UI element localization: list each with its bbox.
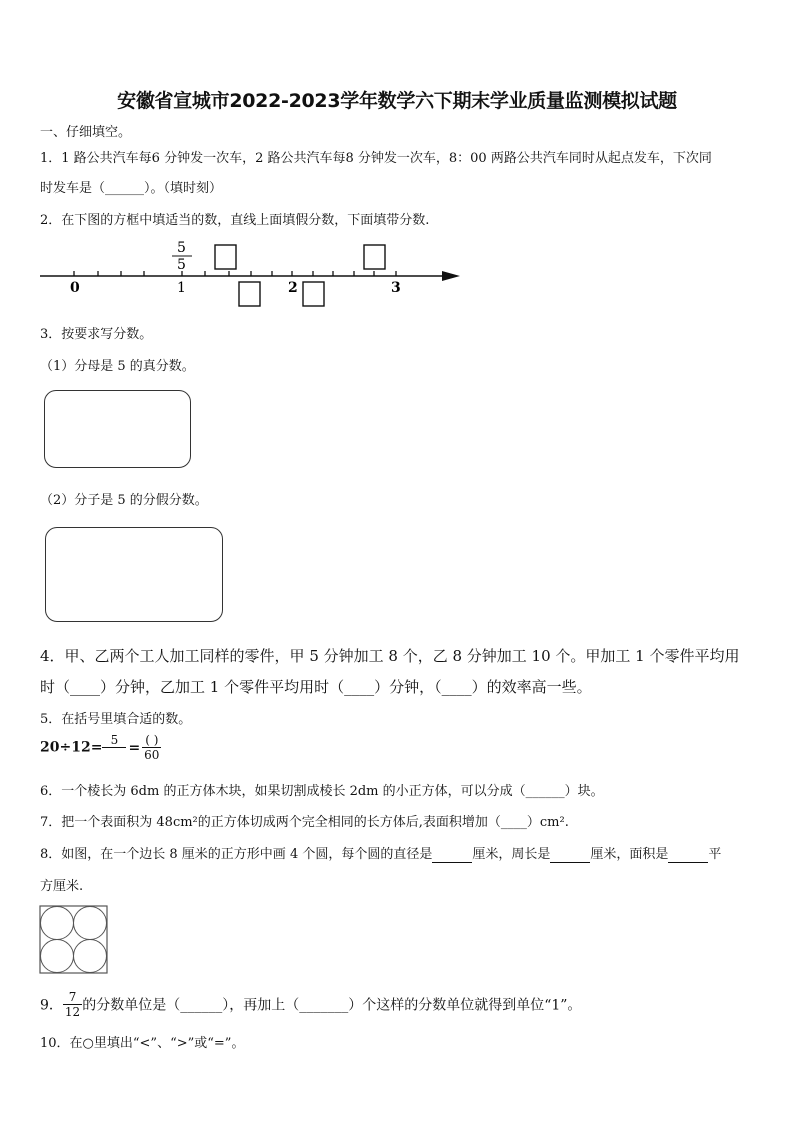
fraction-2-numerator[interactable]: ( ) — [142, 733, 161, 748]
question-7: 7．把一个表面积为 48cm²的正方体切成两个完全相同的长方体后,表面积增加（____）cm². — [40, 815, 569, 830]
answer-box-top-1[interactable] — [215, 245, 236, 269]
question-3-text: 3．按要求写分数。 — [40, 327, 153, 342]
square-four-circles-figure — [39, 905, 109, 975]
tick-label-1: 1 — [177, 280, 186, 296]
question-9-prefix: 9． — [40, 997, 63, 1014]
question-4-line-1: 4．甲、乙两个工人加工同样的零件，甲 5 分钟加工 8 个，乙 8 分钟加工 10 个。甲加工 1 个零件平均用 — [40, 647, 740, 665]
tick-label-2: 2 — [288, 280, 298, 296]
question-2-text: 2．在下图的方框中填适当的数，直线上面填假分数，下面填带分数. — [40, 213, 430, 228]
question-9-fraction — [63, 990, 82, 1019]
question-1-line-1: 1．1 路公共汽车每6 分钟发一次车，2 路公共汽车每8 分钟发一次车，8：00 两路公共汽车同时从起点发车，下次同 — [40, 151, 712, 166]
question-8-line-2: 方厘米. — [40, 879, 84, 894]
circle-bottom-right — [74, 940, 107, 973]
fraction-1-denominator — [102, 748, 126, 762]
equation-fraction-1 — [102, 733, 126, 762]
question-9-denominator: 12 — [64, 1005, 81, 1019]
question-5-text: 5．在括号里填合适的数。 — [40, 712, 192, 727]
question-8-part-a: 8．如图，在一个边长 8 厘米的正方形中画 4 个圆，每个圆的直径是 — [40, 847, 433, 862]
equation-fraction-2 — [142, 733, 161, 762]
blank-area[interactable] — [668, 847, 708, 863]
answer-box-top-2[interactable] — [364, 245, 385, 269]
question-6: 6．一个棱长为 6dm 的正方体木块，如果切割成棱长 2dm 的小正方体，可以分成（______）块。 — [40, 784, 604, 799]
equals-sign: = — [128, 739, 141, 756]
question-8-part-c: 厘米，面积是 — [590, 847, 669, 862]
answer-box-bottom-2[interactable] — [303, 282, 324, 306]
question-1-line-2: 时发车是（______）。（填时刻） — [40, 181, 223, 196]
question-9-numerator: 7 — [63, 990, 82, 1005]
fraction-1-numerator: 5 — [102, 733, 126, 748]
blank-circumference[interactable] — [550, 847, 590, 863]
number-line-arrow — [442, 271, 460, 281]
circle-top-left — [41, 907, 74, 940]
question-8-line-1 — [40, 843, 721, 863]
number-line-figure — [36, 236, 466, 310]
tick-label-0: 0 — [70, 280, 80, 296]
circle-bottom-left — [41, 940, 74, 973]
question-8-part-d: 平 — [708, 847, 722, 862]
question-8-part-b: 厘米，周长是 — [472, 847, 551, 862]
tick-label-3: 3 — [391, 280, 401, 296]
answer-box-3-2[interactable] — [45, 527, 223, 622]
question-10: 10．在○里填出“<”、“>”或“=”。 — [40, 1036, 245, 1051]
question-3-sub-1: （1）分母是 5 的真分数。 — [40, 359, 195, 374]
question-5-equation — [40, 733, 161, 762]
fraction-2-denominator: 60 — [144, 748, 160, 762]
page-title: 安徽省宣城市2022-2023学年数学六下期末学业质量监测模拟试题 — [117, 90, 677, 112]
answer-box-3-1[interactable] — [44, 390, 191, 468]
fraction-denominator: 5 — [177, 257, 186, 273]
question-3-sub-2: （2）分子是 5 的分假分数。 — [40, 493, 208, 508]
question-9-text: 的分数单位是（______），再加上（_______）个这样的分数单位就得到单位“1”。 — [82, 997, 582, 1014]
question-4-line-2: 时（____）分钟，乙加工 1 个零件平均用时（____）分钟，（____）的效率高一些。 — [40, 678, 592, 696]
circle-top-right — [74, 907, 107, 940]
question-9 — [40, 990, 581, 1019]
section-heading: 一、仔细填空。 — [40, 125, 132, 140]
blank-diameter[interactable] — [432, 847, 472, 863]
fraction-numerator: 5 — [177, 240, 186, 256]
equation-lhs: 20÷12= — [40, 739, 103, 756]
answer-box-bottom-1[interactable] — [239, 282, 260, 306]
outer-square — [40, 906, 107, 973]
